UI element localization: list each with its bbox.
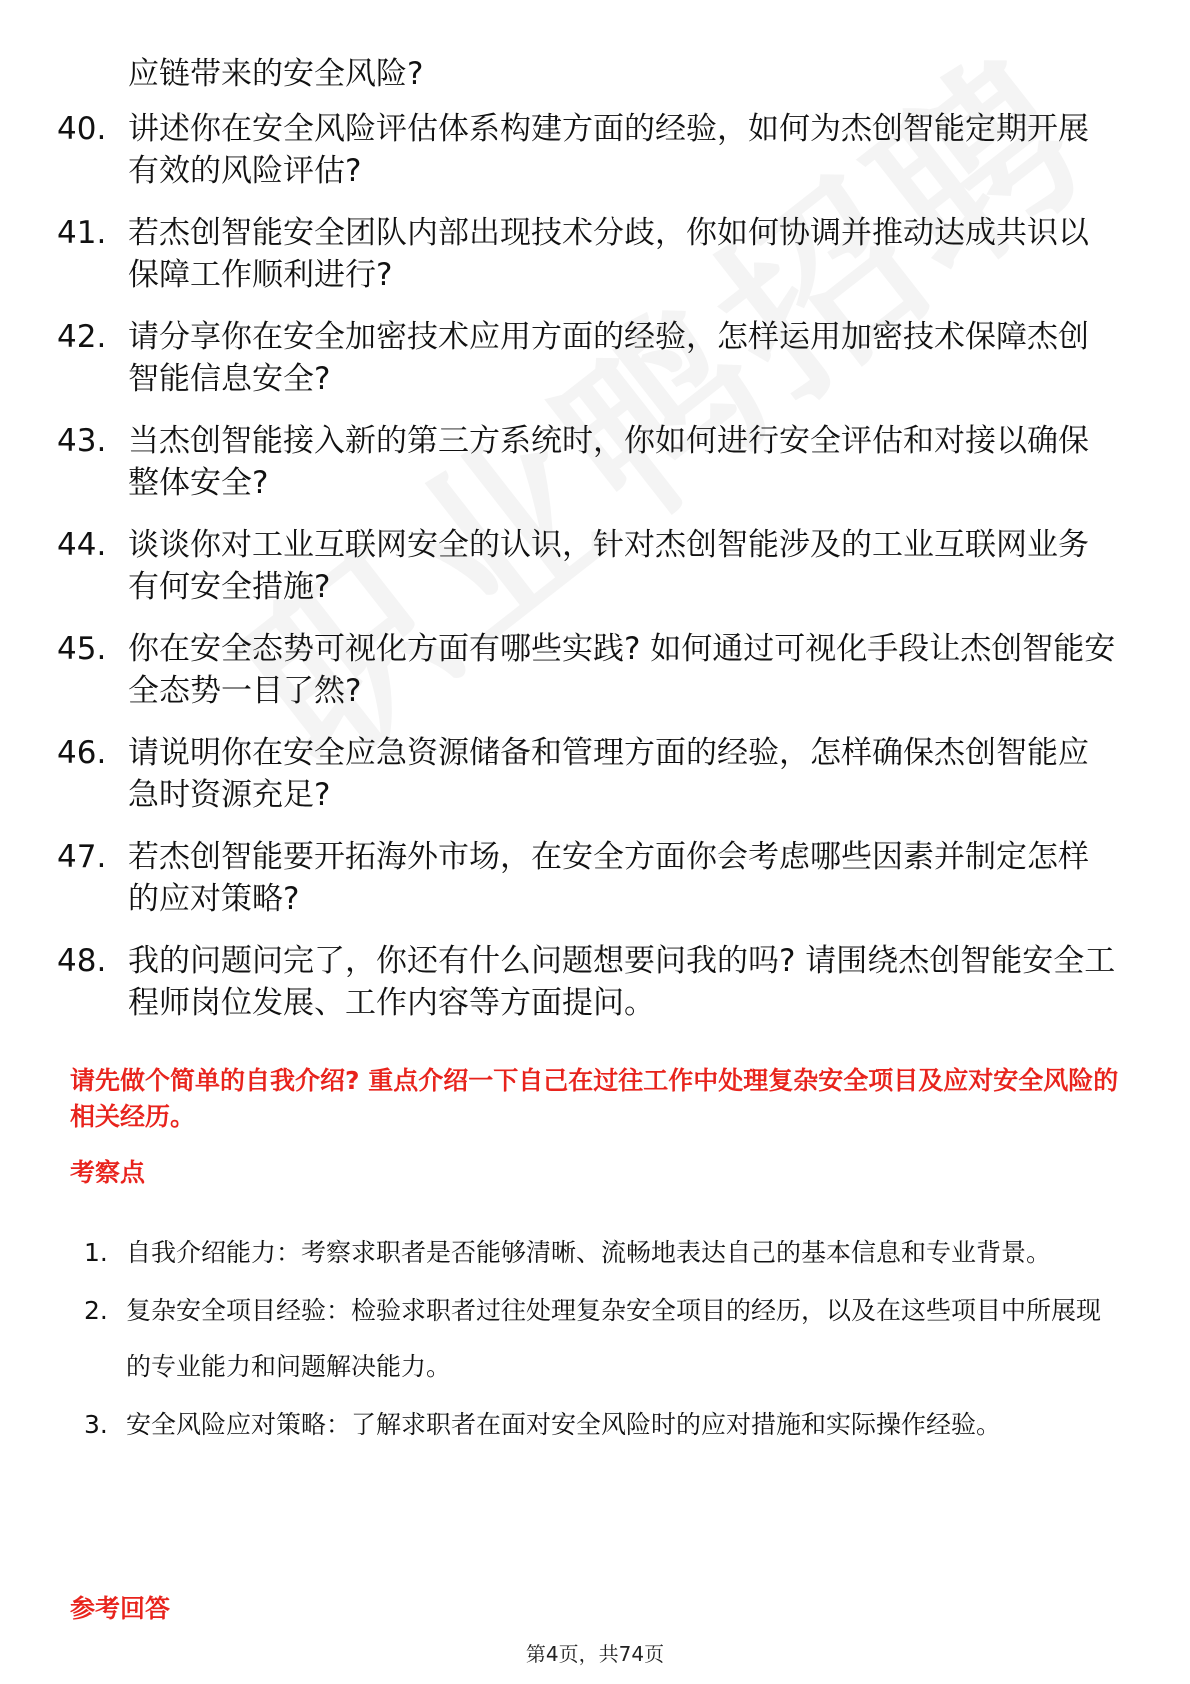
- point-number: 2.: [84, 1296, 108, 1325]
- question-item: [57, 732, 1117, 816]
- question-number: 42.: [57, 319, 107, 355]
- section-label-points: 考察点: [70, 1158, 146, 1187]
- question-number: 48.: [57, 943, 107, 979]
- question-number: 40.: [57, 111, 107, 147]
- page-footer: 第4页，共74页: [525, 1642, 665, 1666]
- question-number: 45.: [57, 631, 107, 667]
- point-number: 1.: [84, 1238, 108, 1267]
- point-item: [84, 1225, 1124, 1281]
- question-text: 讲述你在安全风险评估体系构建方面的经验，如何为杰创智能定期开展有效的风险评估?: [128, 111, 1089, 189]
- question-number: 44.: [57, 527, 107, 563]
- section-label-answer: 参考回答: [70, 1594, 171, 1623]
- question-item: [57, 836, 1117, 920]
- question-continued-text: 应链带来的安全风险?: [128, 56, 424, 92]
- points-list: [84, 1225, 1124, 1455]
- question-item: [57, 628, 1117, 712]
- question-item: [57, 940, 1117, 1024]
- point-number: 3.: [84, 1410, 108, 1439]
- question-text: 请分享你在安全加密技术应用方面的经验，怎样运用加密技术保障杰创智能信息安全?: [128, 319, 1089, 397]
- question-text: 我的问题问完了，你还有什么问题想要问我的吗? 请围绕杰创智能安全工程师岗位发展、工作内容等方面提问。: [128, 943, 1116, 1021]
- point-item: [84, 1283, 1124, 1395]
- question-text: 若杰创智能安全团队内部出现技术分歧，你如何协调并推动达成共识以保障工作顺利进行?: [128, 215, 1089, 293]
- point-item: [84, 1397, 1124, 1453]
- point-text: 安全风险应对策略：了解求职者在面对安全风险时的应对措施和实际操作经验。: [126, 1410, 1002, 1439]
- question-list: [57, 108, 1117, 1044]
- point-text: 复杂安全项目经验：检验求职者过往处理复杂安全项目的经历，以及在这些项目中所展现的专业能力和问题解决能力。: [126, 1296, 1102, 1381]
- question-number: 43.: [57, 423, 107, 459]
- highlighted-question: 请先做个简单的自我介绍? 重点介绍一下自己在过往工作中处理复杂安全项目及应对安全风险的相关经历。: [70, 1066, 1119, 1131]
- point-text: 自我介绍能力：考察求职者是否能够清晰、流畅地表达自己的基本信息和专业背景。: [126, 1238, 1052, 1267]
- question-text: 当杰创智能接入新的第三方系统时，你如何进行安全评估和对接以确保整体安全?: [128, 423, 1089, 501]
- question-text: 谈谈你对工业互联网安全的认识，针对杰创智能涉及的工业互联网业务有何安全措施?: [128, 527, 1089, 605]
- question-number: 47.: [57, 839, 107, 875]
- question-text: 若杰创智能要开拓海外市场，在安全方面你会考虑哪些因素并制定怎样的应对策略?: [128, 839, 1089, 917]
- question-item: [57, 316, 1117, 400]
- question-text: 请说明你在安全应急资源储备和管理方面的经验，怎样确保杰创智能应急时资源充足?: [128, 735, 1089, 813]
- question-item: [57, 420, 1117, 504]
- question-number: 41.: [57, 215, 107, 251]
- question-item: [57, 524, 1117, 608]
- question-item: [57, 212, 1117, 296]
- question-text: 你在安全态势可视化方面有哪些实践? 如何通过可视化手段让杰创智能安全态势一目了然?: [128, 631, 1116, 709]
- question-number: 46.: [57, 735, 107, 771]
- question-item: [57, 108, 1117, 192]
